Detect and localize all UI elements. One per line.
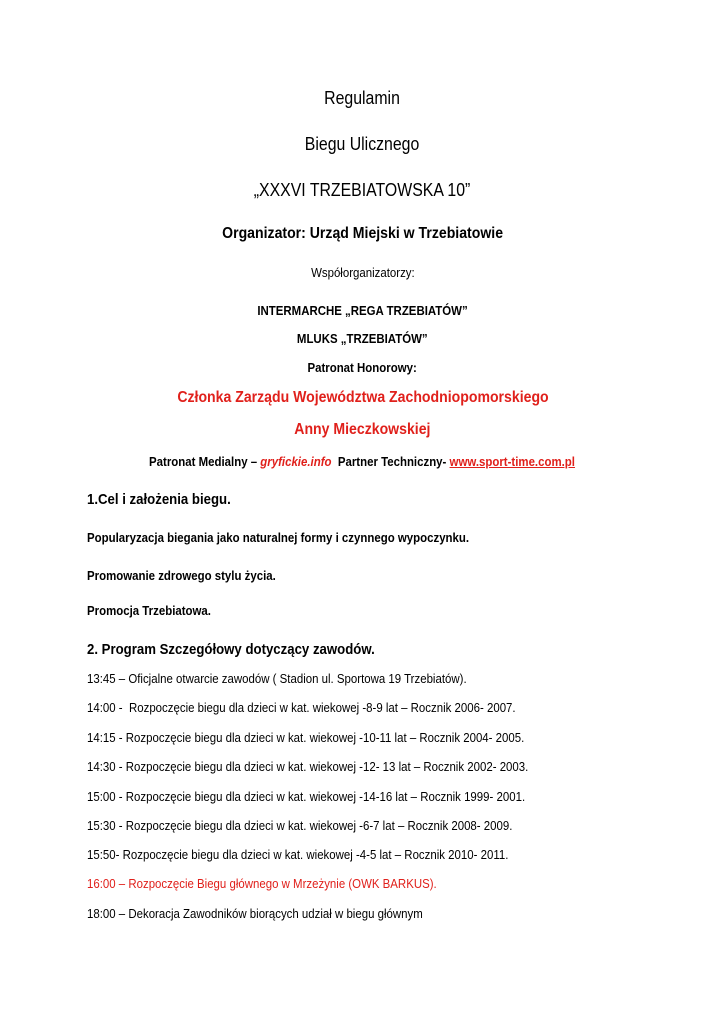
- organizer-text: Organizator: Urząd Miejski w Trzebiatowie: [222, 225, 503, 242]
- media-partner-line: [0, 455, 725, 468]
- coorganizer-2-text: MLUKS „TRZEBIATÓW”: [297, 331, 428, 346]
- program-item-text: 14:15 - Rozpoczęcie biegu dla dzieci w kat. wiekowej -10-11 lat – Rocznik 2004- 2005.: [87, 730, 525, 745]
- document-title: [0, 89, 725, 107]
- program-item-text: 14:00 - Rozpoczęcie biegu dla dzieci w kat. wiekowej -8-9 lat – Rocznik 2006- 2007.: [87, 700, 516, 715]
- section-1-item-text: Promowanie zdrowego stylu życia.: [87, 568, 276, 583]
- program-item: [87, 907, 469, 920]
- program-item: [87, 701, 574, 714]
- section-2-heading: [87, 642, 414, 657]
- event-name-text: „XXXVI TRZEBIATOWSKA 10”: [254, 180, 471, 200]
- coorganizer-2: [0, 332, 725, 345]
- patron-line-1: [0, 390, 725, 406]
- program-item-text: 18:00 – Dekoracja Zawodników biorących udział w biegu głównym: [87, 906, 423, 921]
- document-subtitle: [0, 135, 725, 153]
- program-item-main-run: [87, 877, 484, 890]
- section-1-heading-text: 1.Cel i założenia biegu.: [87, 491, 231, 508]
- program-item-text: 13:45 – Oficjalne otwarcie zawodów ( Stadion ul. Sportowa 19 Trzebiatów).: [87, 671, 467, 686]
- coorganizer-1: [0, 304, 725, 317]
- program-item: [87, 848, 566, 861]
- coorganizers-label-text: Współorganizatorzy:: [310, 265, 415, 280]
- program-item-text: 15:50- Rozpoczęcie biegu dla dzieci w kat. wiekowej -4-5 lat – Rocznik 2010- 2011.: [87, 847, 509, 862]
- tech-partner-label: Partner Techniczny-: [331, 454, 451, 469]
- document-subtitle-text: Biegu Ulicznego: [305, 134, 420, 154]
- patron-label-text: Patronat Honorowy:: [307, 360, 418, 375]
- program-item-text: 16:00 – Rozpoczęcie Biegu głównego w Mrzeżynie (OWK BARKUS).: [87, 876, 437, 891]
- document-title-text: Regulamin: [324, 88, 401, 108]
- media-label: Patronat Medialny –: [149, 454, 261, 469]
- patron-line-2-text: Anny Mieczkowskiej: [294, 421, 431, 438]
- section-1-item-text: Popularyzacja biegania jako naturalnej formy i czynnego wypoczynku.: [87, 530, 470, 545]
- program-item: [87, 731, 584, 744]
- program-item-text: 14:30 - Rozpoczęcie biegu dla dzieci w kat. wiekowej -12- 13 lat – Rocznik 2002- 2003.: [87, 759, 529, 774]
- organizer-line: [0, 226, 725, 242]
- event-name: [0, 181, 725, 199]
- patron-line-1-text: Członka Zarządu Województwa Zachodniopomorskiego: [176, 389, 549, 406]
- section-1-item: [87, 531, 521, 544]
- section-1-item-text: Promocja Trzebiatowa.: [87, 603, 211, 618]
- program-item: [87, 760, 589, 773]
- coorganizer-1-text: INTERMARCHE „REGA TRZEBIATÓW”: [257, 303, 468, 318]
- program-item: [87, 672, 518, 685]
- coorganizers-label: [0, 266, 725, 279]
- patron-label: [0, 361, 725, 374]
- tech-partner-link[interactable]: www.sport-time.com.pl: [450, 454, 576, 469]
- section-1-item: [87, 569, 302, 582]
- media-partner-line-inner: [150, 455, 576, 468]
- program-item-text: 15:30 - Rozpoczęcie biegu dla dzieci w kat. wiekowej -6-7 lat – Rocznik 2008- 2009.: [87, 818, 513, 833]
- section-1-item: [87, 604, 228, 617]
- media-name: gryfickie.info: [260, 454, 332, 469]
- program-item: [87, 790, 585, 803]
- section-2-heading-text: 2. Program Szczegółowy dotyczący zawodów.: [87, 641, 375, 658]
- program-item: [87, 819, 570, 832]
- program-item-text: 15:00 - Rozpoczęcie biegu dla dzieci w kat. wiekowej -14-16 lat – Rocznik 1999- 2001.: [87, 789, 526, 804]
- section-1-heading: [87, 492, 250, 507]
- patron-line-2: [0, 422, 725, 438]
